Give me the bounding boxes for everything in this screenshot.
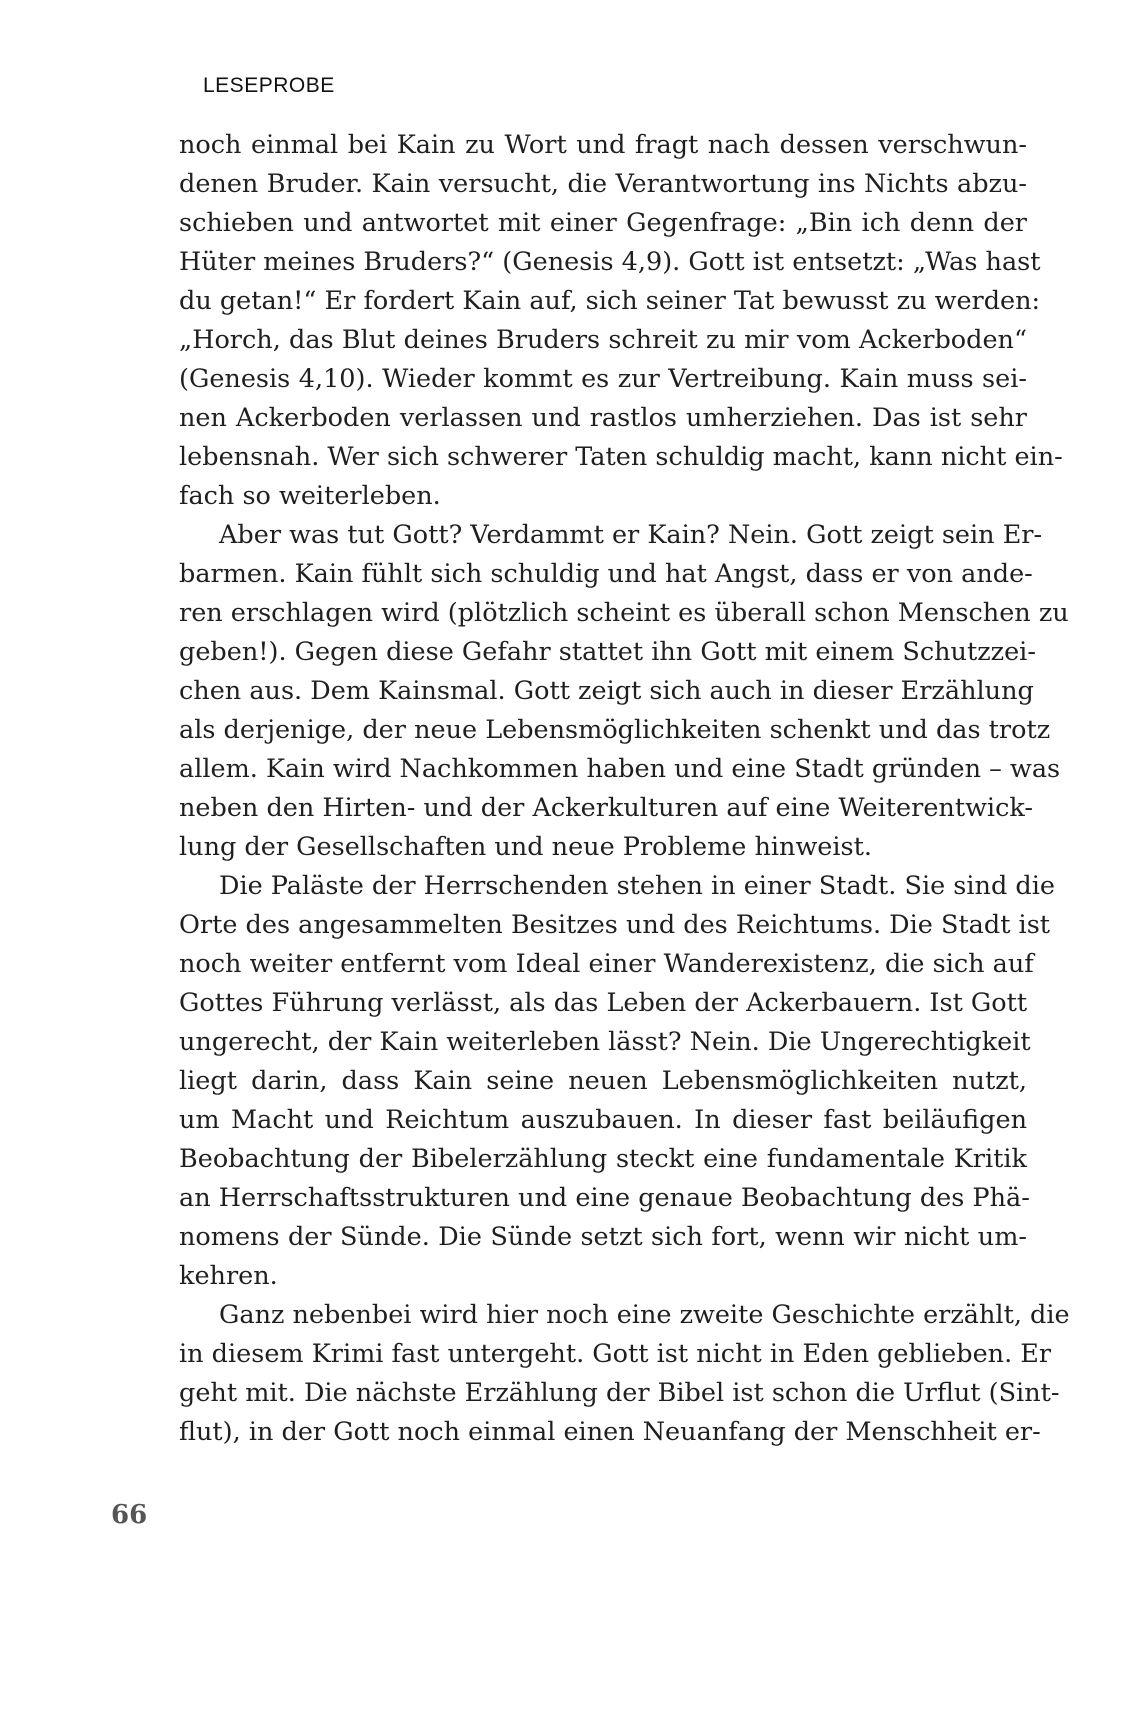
text-line: noch einmal bei Kain zu Wort und fragt nach dessen verschwun- xyxy=(179,130,1027,160)
text-line: liegt darin, dass Kain seine neuen Lebensmöglichkeiten nutzt, xyxy=(179,1066,1027,1096)
text-line: kehren. xyxy=(179,1261,278,1291)
text-line: ungerecht, der Kain weiterleben lässt? Nein. Die Ungerechtigkeit xyxy=(179,1027,1031,1057)
text-line: lebensnah. Wer sich schwerer Taten schuldig macht, kann nicht ein- xyxy=(179,442,1063,472)
text-line: du getan!“ Er fordert Kain auf, sich seiner Tat bewusst zu werden: xyxy=(179,286,1041,316)
text-line: chen aus. Dem Kainsmal. Gott zeigt sich auch in dieser Erzählung xyxy=(179,676,1034,706)
paragraph xyxy=(179,516,1069,867)
text-line: ren erschlagen wird (plötzlich scheint es überall schon Menschen zu xyxy=(179,598,1069,628)
text-line: fach so weiterleben. xyxy=(179,481,441,511)
text-line: barmen. Kain fühlt sich schuldig und hat Angst, dass er von ande- xyxy=(179,559,1033,589)
text-line: Die Paläste der Herrschenden stehen in einer Stadt. Sie sind die xyxy=(219,871,1055,901)
text-line: Orte des angesammelten Besitzes und des Reichtums. Die Stadt ist xyxy=(179,910,1051,940)
text-line: denen Bruder. Kain versucht, die Verantwortung ins Nichts abzu- xyxy=(179,169,1027,199)
text-line: geben!). Gegen diese Gefahr stattet ihn Gott mit einem Schutzzei- xyxy=(179,637,1036,667)
text-line: neben den Hirten- und der Ackerkulturen auf eine Weiterentwick- xyxy=(179,793,1033,823)
paragraph xyxy=(179,1296,1070,1452)
text-line: Aber was tut Gott? Verdammt er Kain? Nein. Gott zeigt sein Er- xyxy=(219,520,1043,550)
text-line: nen Ackerboden verlassen und rastlos umherziehen. Das ist sehr xyxy=(179,403,1027,433)
text-line: Beobachtung der Bibelerzählung steckt eine fundamentale Kritik xyxy=(179,1144,1027,1174)
text-line: schieben und antwortet mit einer Gegenfrage: „Bin ich denn der xyxy=(179,208,1027,238)
text-line: als derjenige, der neue Lebensmöglichkeiten schenkt und das trotz xyxy=(179,715,1051,745)
text-line: (Genesis 4,10). Wieder kommt es zur Vertreibung. Kain muss sei- xyxy=(179,364,1027,394)
text-line: geht mit. Die nächste Erzählung der Bibel ist schon die Urflut (Sint- xyxy=(179,1378,1060,1408)
text-line: lung der Gesellschaften und neue Probleme hinweist. xyxy=(179,832,872,862)
text-line: Gottes Führung verlässt, als das Leben der Ackerbauern. Ist Gott xyxy=(179,988,1028,1018)
text-line: um Macht und Reichtum auszubauen. In dieser fast beiläufigen xyxy=(179,1105,1027,1135)
text-line: „Horch, das Blut deines Bruders schreit zu mir vom Ackerboden“ xyxy=(179,325,1027,355)
paragraph xyxy=(179,126,1063,516)
text-line: an Herrschaftsstrukturen und eine genaue Beobachtung des Phä- xyxy=(179,1183,1030,1213)
running-header: LESEPROBE xyxy=(203,74,335,97)
text-line: flut), in der Gott noch einmal einen Neuanfang der Menschheit er- xyxy=(179,1417,1041,1447)
text-line: Hüter meines Bruders?“ (Genesis 4,9). Gott ist entsetzt: „Was hast xyxy=(179,247,1041,277)
text-line: Ganz nebenbei wird hier noch eine zweite Geschichte erzählt, die xyxy=(219,1300,1070,1330)
body-text xyxy=(179,126,1070,1452)
text-line: noch weiter entfernt vom Ideal einer Wanderexistenz, die sich auf xyxy=(179,949,1034,979)
page-number: 66 xyxy=(111,1500,148,1530)
text-line: in diesem Krimi fast untergeht. Gott ist nicht in Eden geblieben. Er xyxy=(179,1339,1052,1369)
text-line: allem. Kain wird Nachkommen haben und eine Stadt gründen – was xyxy=(179,754,1061,784)
text-line: nomens der Sünde. Die Sünde setzt sich fort, wenn wir nicht um- xyxy=(179,1222,1027,1252)
paragraph xyxy=(179,867,1055,1296)
